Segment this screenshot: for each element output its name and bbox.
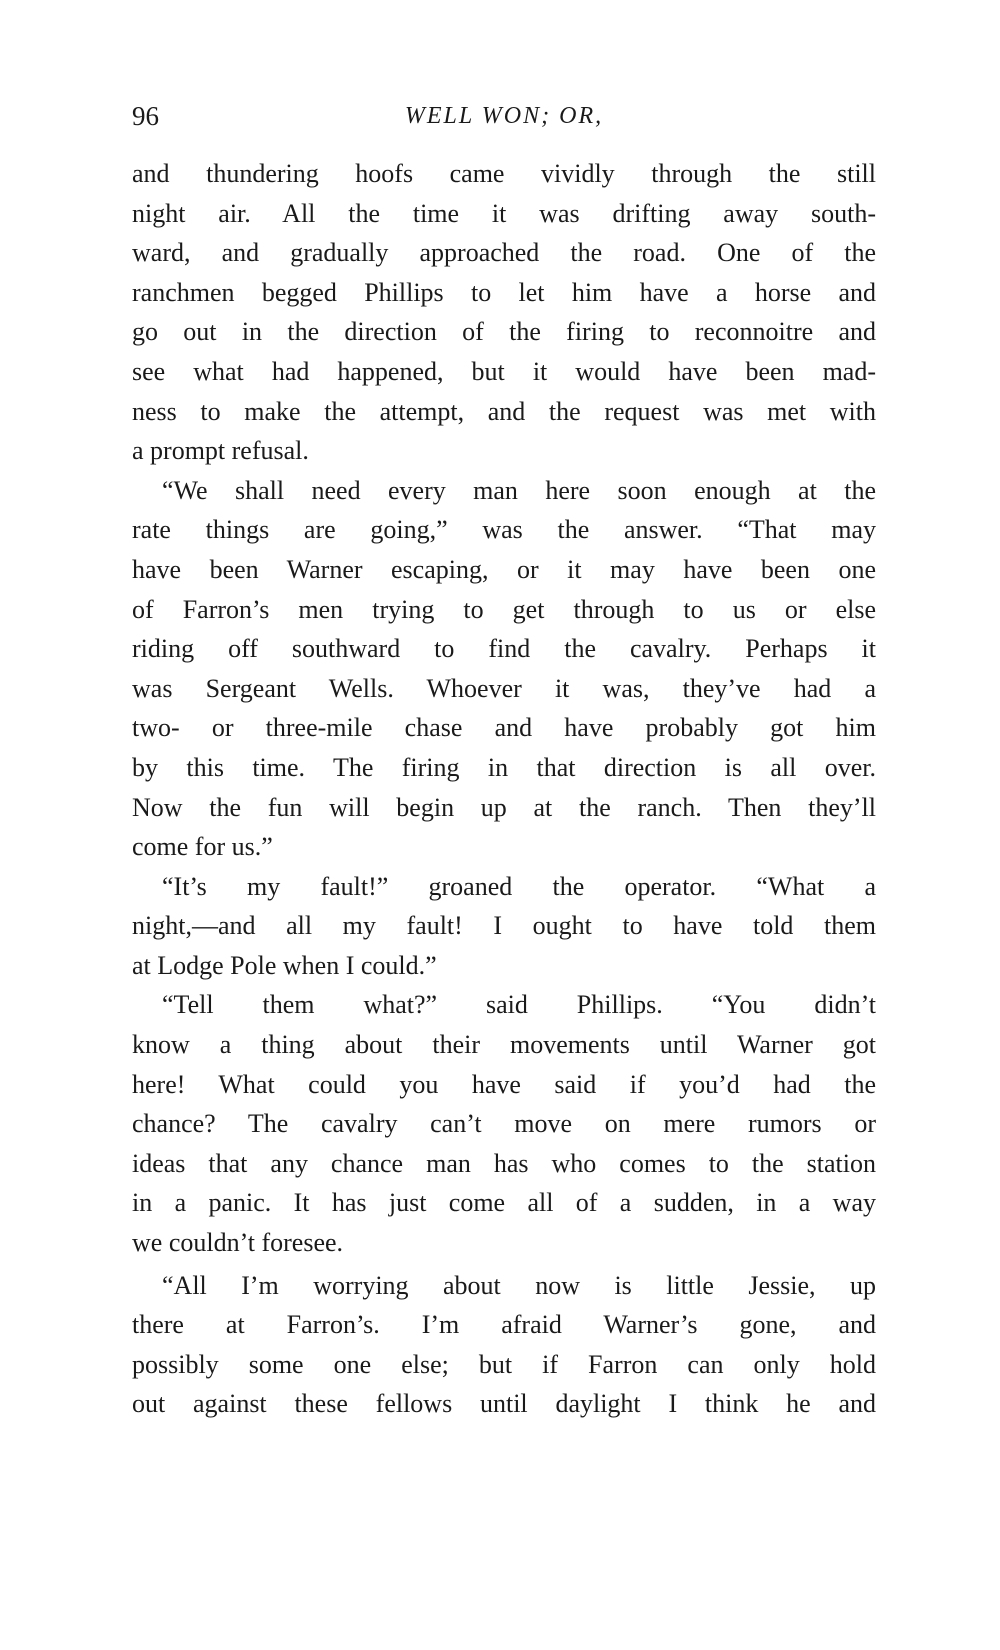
paragraph-4 <box>132 985 876 1262</box>
paragraph-1 <box>132 154 876 471</box>
text-line: a prompt refusal. <box>132 436 309 466</box>
text-line: ness to make the attempt, and the request was met with <box>132 396 876 426</box>
text-line: of Farron’s men trying to get through to us or else <box>132 594 876 624</box>
text-line: in a panic. It has just come all of a sudden, in a way <box>132 1188 876 1218</box>
body-text <box>132 154 876 1424</box>
text-line: go out in the direction of the firing to reconnoitre and <box>132 317 876 347</box>
text-line: rate things are going,” was the answer. “That may <box>132 515 876 545</box>
text-line: night,—and all my fault! I ought to have told them <box>132 911 876 941</box>
text-line: ward, and gradually approached the road. One of the <box>132 238 876 268</box>
paragraph-3 <box>132 867 876 986</box>
text-line: know a thing about their movements until Warner got <box>132 1030 876 1060</box>
text-line: “Tell them what?” said Phillips. “You didn’t <box>162 990 876 1020</box>
text-line: we couldn’t foresee. <box>132 1228 344 1258</box>
text-line: at Lodge Pole when I could.” <box>132 950 437 980</box>
text-line: night air. All the time it was drifting away south- <box>132 198 876 228</box>
text-line: out against these fellows until daylight I think he and <box>132 1389 876 1419</box>
running-head <box>132 96 876 136</box>
paragraph-5 <box>132 1266 876 1424</box>
text-line: possibly some one else; but if Farron can only hold <box>132 1349 876 1379</box>
text-line: there at Farron’s. I’m afraid Warner’s gone, and <box>132 1310 876 1340</box>
text-line: “It’s my fault!” groaned the operator. “What a <box>162 871 876 901</box>
text-line: have been Warner escaping, or it may have been one <box>132 554 876 584</box>
text-line: see what had happened, but it would have been mad- <box>132 356 876 386</box>
text-line: ranchmen begged Phillips to let him have a horse and <box>132 277 876 307</box>
text-line: two- or three-mile chase and have probably got him <box>132 713 876 743</box>
running-title: WELL WON; OR, <box>404 103 604 129</box>
text-line: and thundering hoofs came vividly through the still <box>132 159 876 188</box>
text-line: “We shall need every man here soon enough at the <box>162 475 876 505</box>
text-line: “All I’m worrying about now is little Jessie, up <box>162 1270 876 1300</box>
text-line: chance? The cavalry can’t move on mere rumors or <box>132 1109 876 1139</box>
text-line: here! What could you have said if you’d had the <box>132 1069 876 1099</box>
text-line: by this time. The firing in that direction is all over. <box>132 752 876 782</box>
page-number: 96 <box>132 101 159 131</box>
text-line: ideas that any chance man has who comes to the station <box>132 1148 876 1178</box>
text-line: was Sergeant Wells. Whoever it was, they’ve had a <box>132 673 876 703</box>
paragraph-2 <box>132 471 876 867</box>
text-line: riding off southward to find the cavalry. Perhaps it <box>132 634 876 664</box>
text-line: come for us.” <box>132 832 273 862</box>
text-line: Now the fun will begin up at the ranch. Then they’ll <box>132 792 876 822</box>
